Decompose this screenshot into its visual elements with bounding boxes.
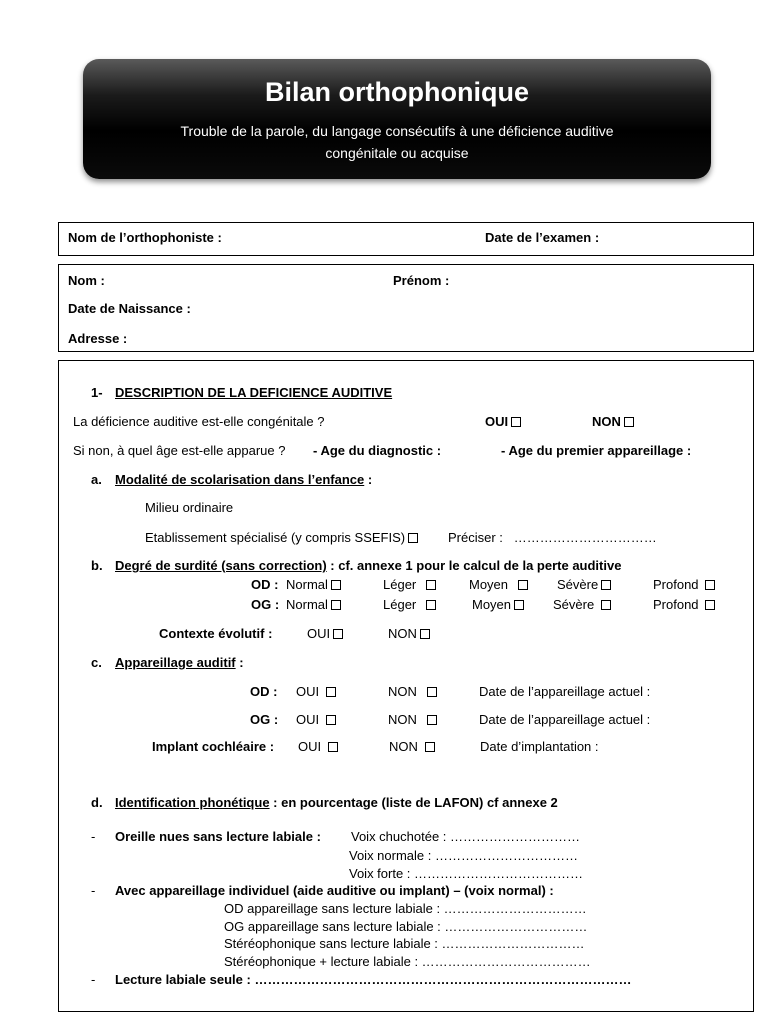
oui-label: OUI bbox=[296, 684, 320, 699]
checkbox[interactable] bbox=[426, 600, 436, 610]
od-aid-no-lipreading-field[interactable]: OD appareillage sans lecture labiale : …………………………… bbox=[224, 901, 587, 916]
oui-label: OUI bbox=[298, 739, 322, 754]
od-label: OD : bbox=[251, 577, 279, 592]
og-aid-no-lipreading-field[interactable]: OG appareillage sans lecture labiale : …………………………… bbox=[224, 919, 588, 934]
whisper-voice-field[interactable]: Voix chuchotée : ………………………… bbox=[351, 829, 581, 844]
level-label: Moyen bbox=[472, 597, 512, 612]
checkbox[interactable] bbox=[518, 580, 528, 590]
section-number: 1- bbox=[91, 385, 103, 400]
aid-od-oui-option[interactable] bbox=[296, 684, 336, 699]
og-severe-option[interactable] bbox=[553, 597, 611, 612]
og-normal-option[interactable] bbox=[286, 597, 341, 612]
level-label: Léger bbox=[383, 577, 417, 592]
list-dash: - bbox=[91, 829, 96, 844]
level-label: Normal bbox=[286, 577, 328, 592]
section-title: DESCRIPTION DE LA DEFICIENCE AUDITIVE bbox=[115, 385, 393, 400]
schooling-specialized-option[interactable] bbox=[145, 530, 418, 545]
od-normal-option[interactable] bbox=[286, 577, 341, 592]
aid-og-date-field[interactable]: Date de l’appareillage actuel : bbox=[479, 712, 651, 727]
implant-non-option[interactable] bbox=[389, 739, 435, 754]
checkbox[interactable] bbox=[624, 417, 634, 427]
phonetic-id-title: Identification phonétique bbox=[115, 795, 270, 810]
aid-od-label: OD : bbox=[250, 684, 278, 699]
orthophonist-name-field[interactable]: Nom de l’orthophoniste : bbox=[68, 230, 222, 245]
aid-od-non-option[interactable] bbox=[388, 684, 437, 699]
checkbox[interactable] bbox=[425, 742, 435, 752]
subsection-b-title bbox=[115, 558, 621, 573]
patient-birthdate-field[interactable]: Date de Naissance : bbox=[68, 301, 191, 316]
checkbox[interactable] bbox=[705, 600, 715, 610]
checkbox[interactable] bbox=[601, 580, 611, 590]
od-leger-option[interactable] bbox=[383, 577, 436, 592]
level-label: Normal bbox=[286, 597, 328, 612]
subsection-c-title bbox=[115, 655, 244, 670]
checkbox[interactable] bbox=[427, 715, 437, 725]
checkbox[interactable] bbox=[408, 533, 418, 543]
checkbox[interactable] bbox=[331, 600, 341, 610]
evolution-non-option[interactable] bbox=[388, 626, 430, 641]
subsection-c-letter: c. bbox=[91, 655, 102, 670]
congenital-question: La déficience auditive est-elle congénitale ? bbox=[73, 414, 325, 429]
non-label: NON bbox=[389, 739, 418, 754]
checkbox[interactable] bbox=[331, 580, 341, 590]
implant-date-field[interactable]: Date d’implantation : bbox=[480, 739, 599, 754]
list-dash: - bbox=[91, 883, 96, 898]
with-aid-label: Avec appareillage individuel (aide auditive ou implant) – (voix normal) : bbox=[115, 883, 554, 898]
aid-og-oui-option[interactable] bbox=[296, 712, 336, 727]
subsection-a-title bbox=[115, 472, 372, 487]
checkbox[interactable] bbox=[601, 600, 611, 610]
checkbox[interactable] bbox=[328, 742, 338, 752]
age-first-fitting-field[interactable]: - Age du premier appareillage : bbox=[501, 443, 692, 458]
level-label: Profond bbox=[653, 597, 699, 612]
evolution-oui-option[interactable] bbox=[307, 626, 343, 641]
checkbox[interactable] bbox=[426, 580, 436, 590]
oui-label: OUI bbox=[485, 414, 509, 429]
cochlear-implant-label: Implant cochléaire : bbox=[152, 739, 275, 754]
congenital-non-option[interactable] bbox=[592, 414, 634, 429]
non-label: NON bbox=[388, 684, 417, 699]
level-label: Moyen bbox=[469, 577, 509, 592]
patient-firstname-field[interactable]: Prénom : bbox=[393, 273, 450, 288]
schooling-colon: : bbox=[364, 472, 373, 487]
checkbox[interactable] bbox=[333, 629, 343, 639]
oui-label: OUI bbox=[307, 626, 331, 641]
normal-voice-field[interactable]: Voix normale : …………………………… bbox=[349, 848, 578, 863]
preciser-dots: …………………………… bbox=[513, 530, 657, 545]
implant-oui-option[interactable] bbox=[298, 739, 338, 754]
subtitle-line-2: congénitale ou acquise bbox=[325, 145, 469, 161]
age-diagnostic-field[interactable]: - Age du diagnostic : bbox=[313, 443, 442, 458]
od-moyen-option[interactable] bbox=[469, 577, 528, 592]
subsection-b-letter: b. bbox=[91, 558, 103, 573]
patient-address-field[interactable]: Adresse : bbox=[68, 331, 128, 346]
od-severe-option[interactable] bbox=[557, 577, 611, 592]
list-dash: - bbox=[91, 972, 96, 987]
page-subtitle bbox=[83, 120, 711, 164]
oui-label: OUI bbox=[296, 712, 320, 727]
level-label: Léger bbox=[383, 597, 417, 612]
checkbox[interactable] bbox=[326, 687, 336, 697]
og-moyen-option[interactable] bbox=[472, 597, 524, 612]
evolution-context-label: Contexte évolutif : bbox=[159, 626, 273, 641]
deafness-degree-title: Degré de surdité (sans correction) bbox=[115, 558, 327, 573]
exam-date-field[interactable]: Date de l’examen : bbox=[485, 230, 600, 245]
loud-voice-field[interactable]: Voix forte : ………………………………… bbox=[349, 866, 584, 881]
checkbox[interactable] bbox=[514, 600, 524, 610]
level-label: Profond bbox=[653, 577, 699, 592]
level-label: Sévère bbox=[557, 577, 599, 592]
od-profond-option[interactable] bbox=[653, 577, 715, 592]
schooling-specialized-label: Etablissement spécialisé (y compris SSEFIS) bbox=[145, 530, 406, 545]
hearing-aid-title: Appareillage auditif bbox=[115, 655, 236, 670]
preciser-label: Préciser : bbox=[448, 530, 503, 545]
non-label: NON bbox=[592, 414, 621, 429]
checkbox[interactable] bbox=[511, 417, 521, 427]
non-label: NON bbox=[388, 626, 417, 641]
checkbox[interactable] bbox=[427, 687, 437, 697]
aid-og-non-option[interactable] bbox=[388, 712, 437, 727]
schooling-title: Modalité de scolarisation dans l’enfance bbox=[115, 472, 365, 487]
non-label: NON bbox=[388, 712, 417, 727]
schooling-ordinary: Milieu ordinaire bbox=[145, 500, 234, 515]
stereo-no-lipreading-field[interactable]: Stéréophonique sans lecture labiale : …………………………… bbox=[224, 936, 585, 951]
hearing-aid-colon: : bbox=[235, 655, 244, 670]
bare-ears-label: Oreille nues sans lecture labiale : bbox=[115, 829, 321, 844]
checkbox[interactable] bbox=[326, 715, 336, 725]
og-label: OG : bbox=[251, 597, 280, 612]
header-banner bbox=[83, 59, 711, 179]
phonetic-id-note: : en pourcentage (liste de LAFON) cf annexe 2 bbox=[269, 795, 558, 810]
deafness-annex-note: : cf. annexe 1 pour le calcul de la perte auditive bbox=[326, 558, 622, 573]
subtitle-line-1: Trouble de la parole, du langage consécutifs à une déficience auditive bbox=[180, 123, 614, 139]
stereo-lipreading-field[interactable]: Stéréophonique + lecture labiale : ………………………………… bbox=[224, 954, 591, 969]
lipreading-only-field[interactable]: Lecture labiale seule : …………………………………………………………………………… bbox=[115, 972, 632, 987]
og-profond-option[interactable] bbox=[653, 597, 715, 612]
checkbox[interactable] bbox=[420, 629, 430, 639]
subsection-d-title bbox=[115, 795, 558, 810]
patient-name-field[interactable]: Nom : bbox=[68, 273, 105, 288]
checkbox[interactable] bbox=[705, 580, 715, 590]
aid-od-date-field[interactable]: Date de l’appareillage actuel : bbox=[479, 684, 651, 699]
preciser-field[interactable] bbox=[448, 530, 657, 545]
og-leger-option[interactable] bbox=[383, 597, 436, 612]
congenital-oui-option[interactable] bbox=[485, 414, 521, 429]
level-label: Sévère bbox=[553, 597, 595, 612]
page-title: Bilan orthophonique bbox=[265, 77, 529, 107]
subsection-d-letter: d. bbox=[91, 795, 103, 810]
age-question: Si non, à quel âge est-elle apparue ? bbox=[73, 443, 286, 458]
subsection-a-letter: a. bbox=[91, 472, 102, 487]
aid-og-label: OG : bbox=[250, 712, 279, 727]
